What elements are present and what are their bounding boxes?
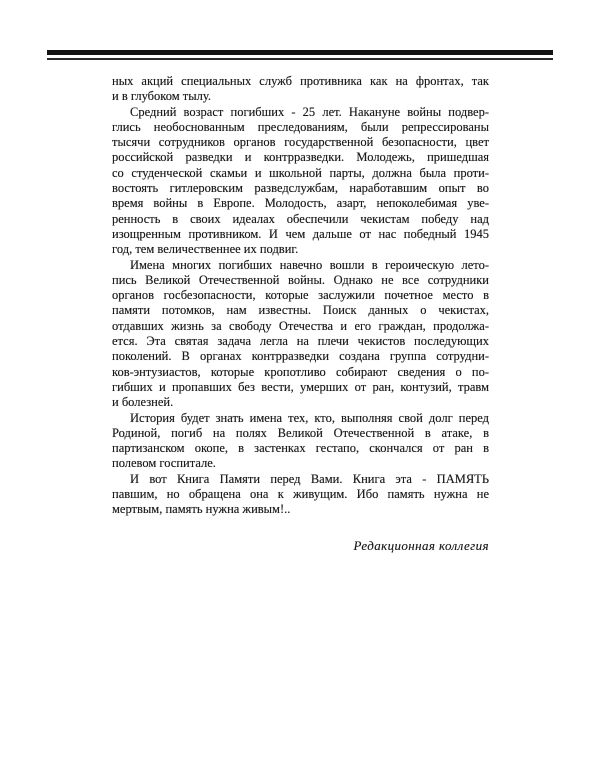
text-line: органов госбезопасности, которые заслужили почетное место в [112,288,489,303]
text-line: и болезней. [112,395,174,410]
header-rule [47,50,553,60]
text-line: со студенческой скамьи и школьной парты, должна была проти- [112,165,489,180]
text-line: ренность в своих идеалах обеспечили чекистам победу над [112,211,489,226]
text-line: поколений. В органах контрразведки создана группа сотрудни- [112,349,489,364]
text-line: ется. Эта святая задача легла на плечи чекистов последующих [112,334,489,349]
text-line: востоять гитлеровским разведслужбам, наработавшим опыт во [112,181,489,196]
text-line: ков-энтузиастов, которые кропотливо собирают сведения о по- [112,364,489,379]
text-line: отдавших жизнь за свободу Отечества и его граждан, продолжа- [112,318,489,333]
text-line: павшим, но обращена она к живущим. Ибо память нужна не [112,487,489,502]
text-line: глись необоснованным преследованиям, были репрессированы [112,119,489,134]
text-line: пись Великой Отечественной войны. Однако не все сотрудники [112,272,489,287]
text-line: и в глубоком тылу. [112,89,211,104]
text-line: Имена многих погибших навечно вошли в героическую лето- [130,257,489,272]
text-line: мертвым, память нужна живым!.. [112,502,291,517]
text-line: Средний возраст погибших - 25 лет. Накануне войны подвер- [130,104,489,119]
text-line: памяти потомков, нам известны. Поиск данных о чекистах, [112,303,489,318]
text-line: партизанском окопе, в застенках гестапо, скончался от ран в [112,441,489,456]
text-line: История будет знать имена тех, кто, выполняя свой долг перед [130,410,489,425]
text-line: тысячи сотрудников органов государственной безопасности, цвет [112,135,489,150]
text-line: гибших и пропавших без вести, умерших от ран, контузий, травм [112,379,489,394]
header-rule-thick-bar [47,50,553,55]
text-line: ных акций специальных служб противника как на фронтах, так [112,74,489,88]
text-line: российской разведки и контрразведки. Молодежь, пришедшая [112,150,489,165]
text-line: полевом госпитале. [112,456,216,471]
text-line: изощренным противником. И чем дальше от нас победный 1945 [112,226,489,241]
page-text [112,74,489,518]
text-line: Родиной, погиб на полях Великой Отечественной в атаке, в [112,425,489,440]
header-rule-thin-line [47,58,553,60]
text-line: год, тем величественнее их подвиг. [112,242,299,257]
text-line: время войны в Европе. Молодость, азарт, непоколебимая уве- [112,196,489,211]
editorial-signature: Редакционная коллегия [353,538,489,553]
text-line: И вот Книга Памяти перед Вами. Книга эта - ПАМЯТЬ [130,471,489,486]
